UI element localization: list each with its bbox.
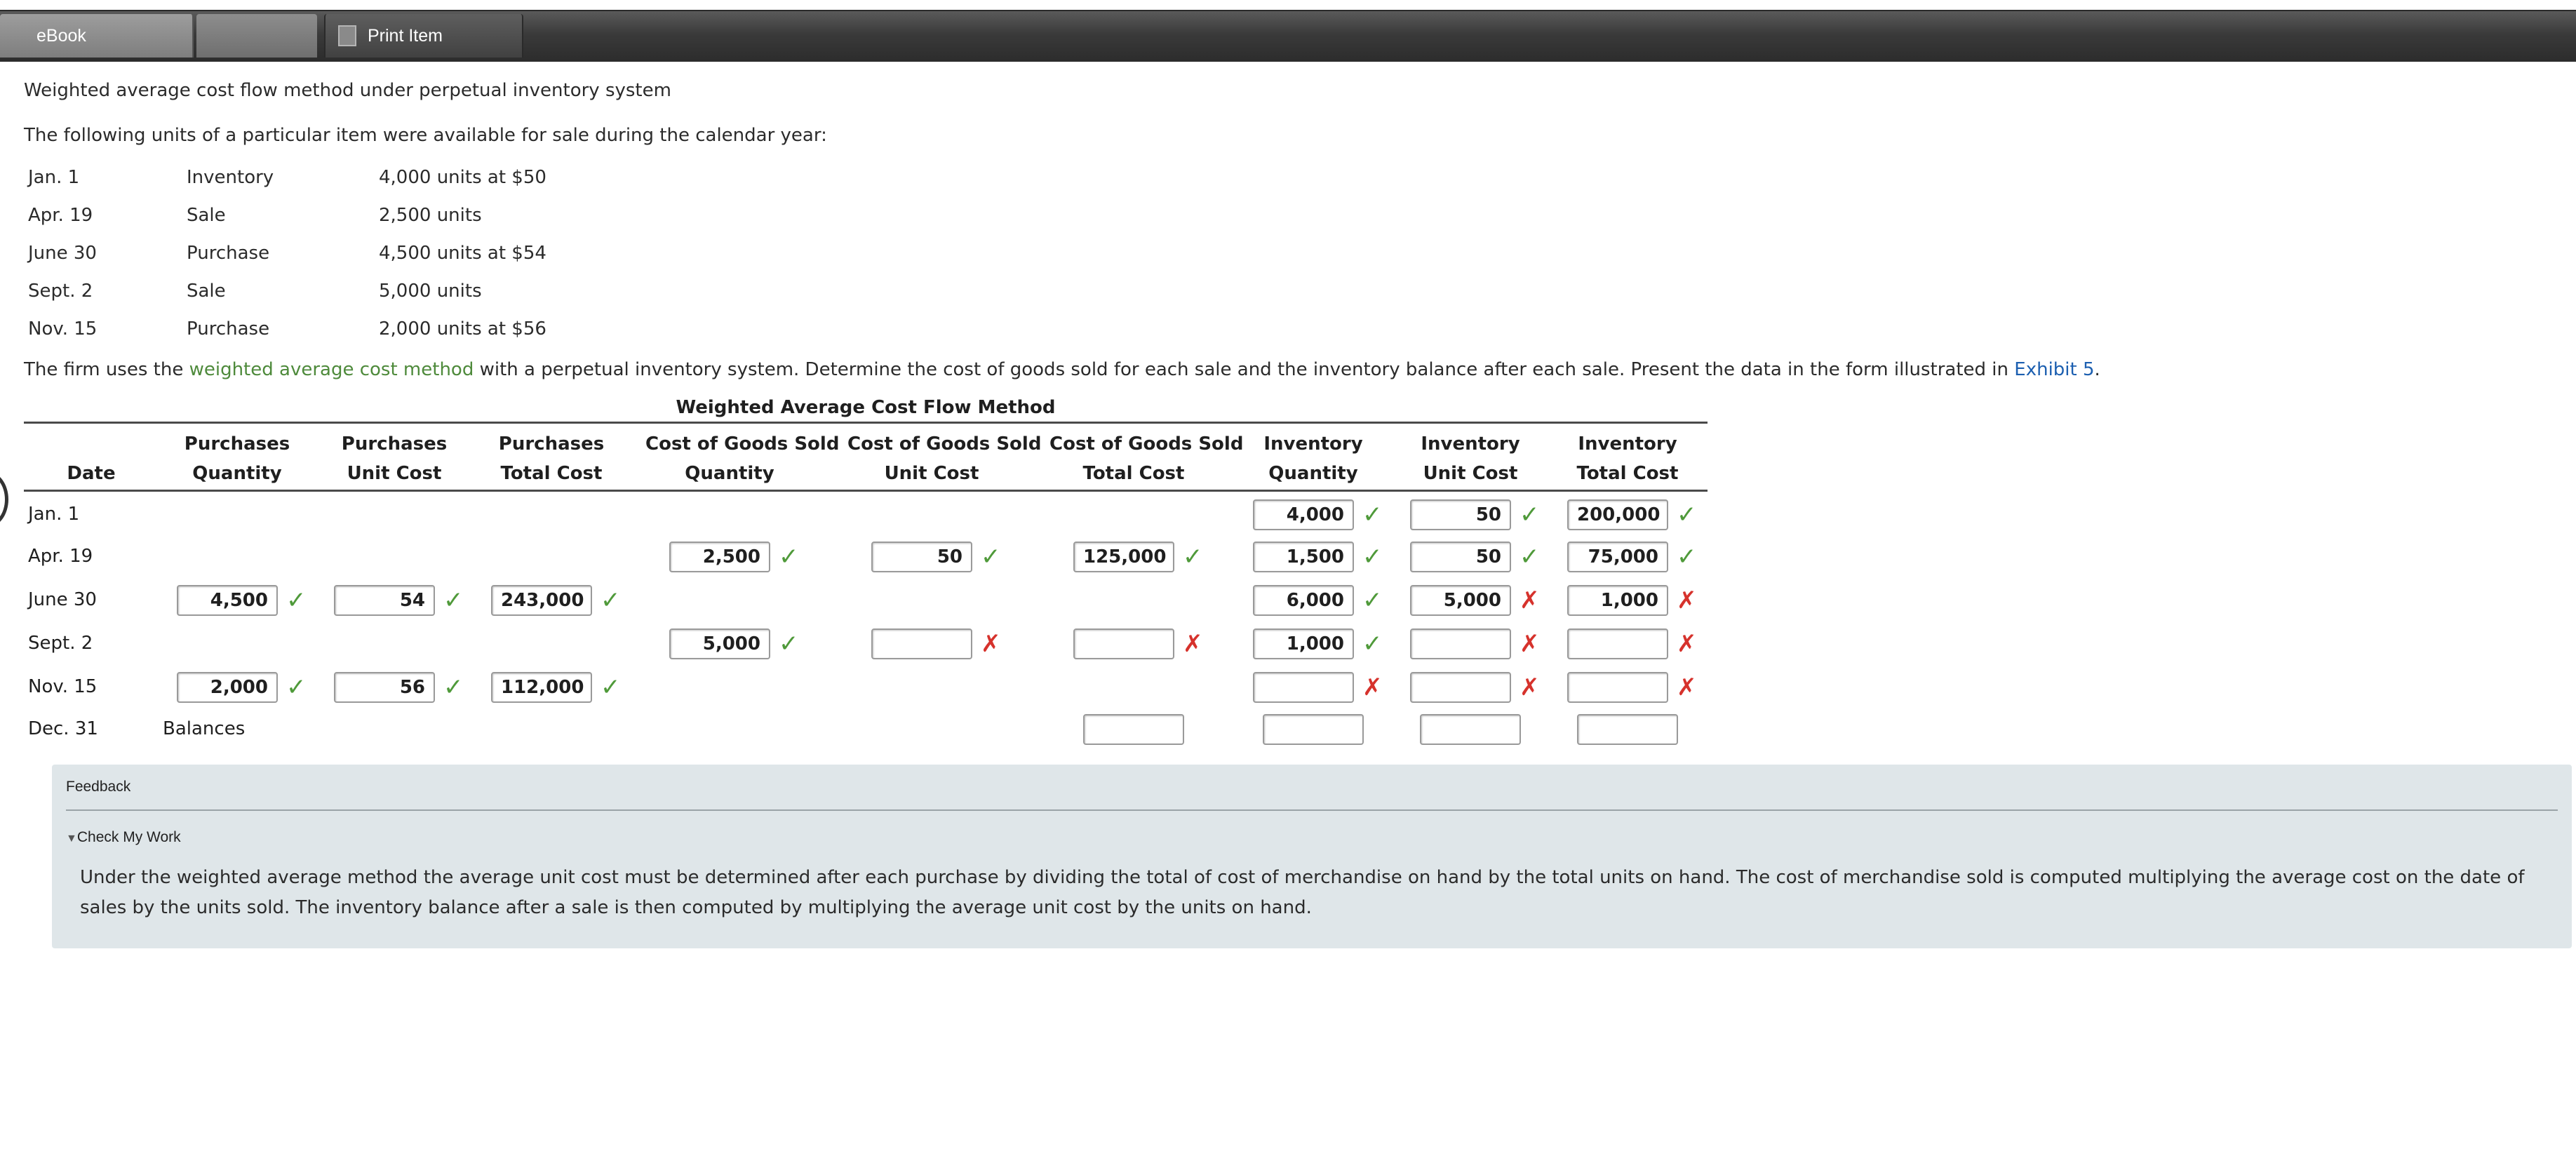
check-my-work-toggle[interactable] [66,829,181,846]
row-date: Dec. 31 [28,718,98,739]
table-title: Weighted Average Cost Flow Method [676,397,1056,418]
answer-input[interactable]: 50 [871,542,972,572]
row-label: Balances [163,718,246,739]
schedule-detail: 2,500 units [379,205,482,226]
check-icon: ✓ [286,673,307,701]
header-top: Cost of Goods Sold [1049,433,1244,455]
header-bottom: Unit Cost [884,463,979,484]
feedback-text: Under the weighted average method the average unit cost must be determined after each purchase by dividing the total of cost of merchandise on hand by the total units on hand. The cost of merchandise sold is computed multiplying the average cost on the date of sales by the units sold. The inventory balance after a sale is then computed by multiplying the average unit cost by the units on hand. [80,867,2525,918]
header-top: Inventory [1263,433,1363,455]
answer-input[interactable]: 4,000 [1253,499,1354,530]
header-top: Purchases [498,433,605,455]
answer-input[interactable] [1567,628,1668,659]
answer-input[interactable]: 4,500 [177,585,278,616]
answer-input[interactable] [1410,672,1511,703]
check-icon: ✓ [1677,543,1697,571]
check-icon: ✓ [1362,586,1383,614]
row-date: Nov. 15 [28,676,98,697]
instruction-text-end: . [2094,359,2100,380]
answer-input[interactable] [1263,714,1364,745]
answer-input[interactable]: 1,000 [1567,585,1668,616]
answer-input[interactable] [1567,672,1668,703]
instruction-text-start: The firm uses the [24,359,189,380]
schedule-type: Purchase [187,318,270,339]
triangle-down-icon: ▼ [66,833,77,845]
answer-input[interactable] [1253,672,1354,703]
tab-blank[interactable] [196,14,317,58]
row-date: Apr. 19 [28,546,93,567]
answer-input[interactable]: 75,000 [1567,542,1668,572]
problem-title: Weighted average cost flow method under perpetual inventory system [24,80,671,101]
header-bottom: Unit Cost [347,463,442,484]
answer-input[interactable]: 6,000 [1253,585,1354,616]
check-icon: ✓ [1362,501,1383,529]
schedule-type: Inventory [187,167,274,188]
header-bottom: Date [67,463,116,484]
header-bottom: Total Cost [500,463,603,484]
answer-input[interactable]: 56 [334,672,435,703]
answer-input[interactable] [1577,714,1678,745]
header-top: Purchases [341,433,448,455]
header-top: Inventory [1578,433,1677,455]
check-icon: ✓ [1520,501,1540,529]
answer-input[interactable]: 50 [1410,542,1511,572]
header-top: Inventory [1421,433,1520,455]
schedule-date: Nov. 15 [28,318,98,339]
feedback-divider [66,809,2558,811]
x-icon: ✗ [1520,630,1540,658]
answer-input[interactable]: 1,500 [1253,542,1354,572]
answer-input[interactable]: 243,000 [491,585,592,616]
answer-input[interactable]: 5,000 [669,628,770,659]
check-icon: ✓ [286,586,307,614]
tab-print-item[interactable] [324,14,523,58]
schedule-detail: 5,000 units [379,281,482,302]
answer-input[interactable]: 112,000 [491,672,592,703]
answer-input[interactable]: 54 [334,585,435,616]
tab-ebook[interactable]: eBook [0,14,194,58]
check-icon: ✓ [443,673,464,701]
problem-instruction [24,359,2100,380]
x-icon: ✗ [1520,586,1540,614]
schedule-type: Sale [187,205,226,226]
check-icon: ✓ [1362,543,1383,571]
exhibit-5-link[interactable]: Exhibit 5 [2014,359,2095,380]
header-bottom: Quantity [1268,463,1358,484]
x-icon: ✗ [1677,586,1697,614]
header-bottom: Quantity [192,463,282,484]
schedule-detail: 4,000 units at $50 [379,167,546,188]
header-top: Cost of Goods Sold [645,433,840,455]
answer-input[interactable] [1410,628,1511,659]
schedule-type: Sale [187,281,226,302]
feedback-panel [52,765,2572,948]
x-icon: ✗ [1677,673,1697,701]
row-date: Sept. 2 [28,633,93,654]
row-date: Jan. 1 [28,504,80,525]
header-bottom: Quantity [685,463,774,484]
answer-input[interactable]: 200,000 [1567,499,1668,530]
table-top-rule [24,422,1708,424]
table-header-rule [24,490,1708,492]
schedule-detail: 4,500 units at $54 [379,243,546,264]
check-icon: ✓ [1362,630,1383,658]
schedule-date: Sept. 2 [28,281,93,302]
answer-input[interactable]: 5,000 [1410,585,1511,616]
check-my-work-label: Check My Work [76,829,181,845]
check-icon: ✓ [1677,501,1697,529]
print-icon [338,25,356,46]
check-icon: ✓ [443,586,464,614]
tab-print-item-label: Print Item [368,26,443,46]
answer-input[interactable]: 2,000 [177,672,278,703]
answer-input[interactable] [1073,628,1174,659]
check-icon: ✓ [601,586,621,614]
check-icon: ✓ [779,630,799,658]
check-icon: ✓ [1183,543,1203,571]
x-icon: ✗ [1520,673,1540,701]
answer-input[interactable]: 50 [1410,499,1511,530]
answer-input[interactable]: 1,000 [1253,628,1354,659]
schedule-date: Apr. 19 [28,205,93,226]
x-icon: ✗ [981,630,1001,658]
header-bottom: Unit Cost [1423,463,1518,484]
weighted-average-link[interactable]: weighted average cost method [189,359,474,380]
answer-input[interactable]: 2,500 [669,542,770,572]
answer-input[interactable] [1420,714,1521,745]
header-bottom: Total Cost [1576,463,1679,484]
header-bottom: Total Cost [1082,463,1185,484]
x-icon: ✗ [1183,630,1203,658]
check-icon: ✓ [601,673,621,701]
top-toolbar [0,10,2576,62]
x-icon: ✗ [1362,673,1383,701]
row-date: June 30 [28,589,97,610]
problem-intro: The following units of a particular item were available for sale during the calendar year: [24,125,827,146]
schedule-type: Purchase [187,243,270,264]
answer-input[interactable]: 125,000 [1073,542,1174,572]
check-icon: ✓ [981,543,1001,571]
schedule-date: June 30 [28,243,97,264]
check-icon: ✓ [1520,543,1540,571]
check-icon: ✓ [779,543,799,571]
feedback-title: Feedback [66,779,131,795]
answer-input[interactable] [1083,714,1184,745]
x-icon: ✗ [1677,630,1697,658]
schedule-date: Jan. 1 [28,167,80,188]
instruction-text-middle: with a perpetual inventory system. Determine the cost of goods sold for each sale and the inventory balance after each sale. Present the data in the form illustrated in [474,359,2015,380]
answer-input[interactable] [871,628,972,659]
schedule-detail: 2,000 units at $56 [379,318,546,339]
header-top: Cost of Goods Sold [847,433,1042,455]
header-top: Purchases [184,433,290,455]
